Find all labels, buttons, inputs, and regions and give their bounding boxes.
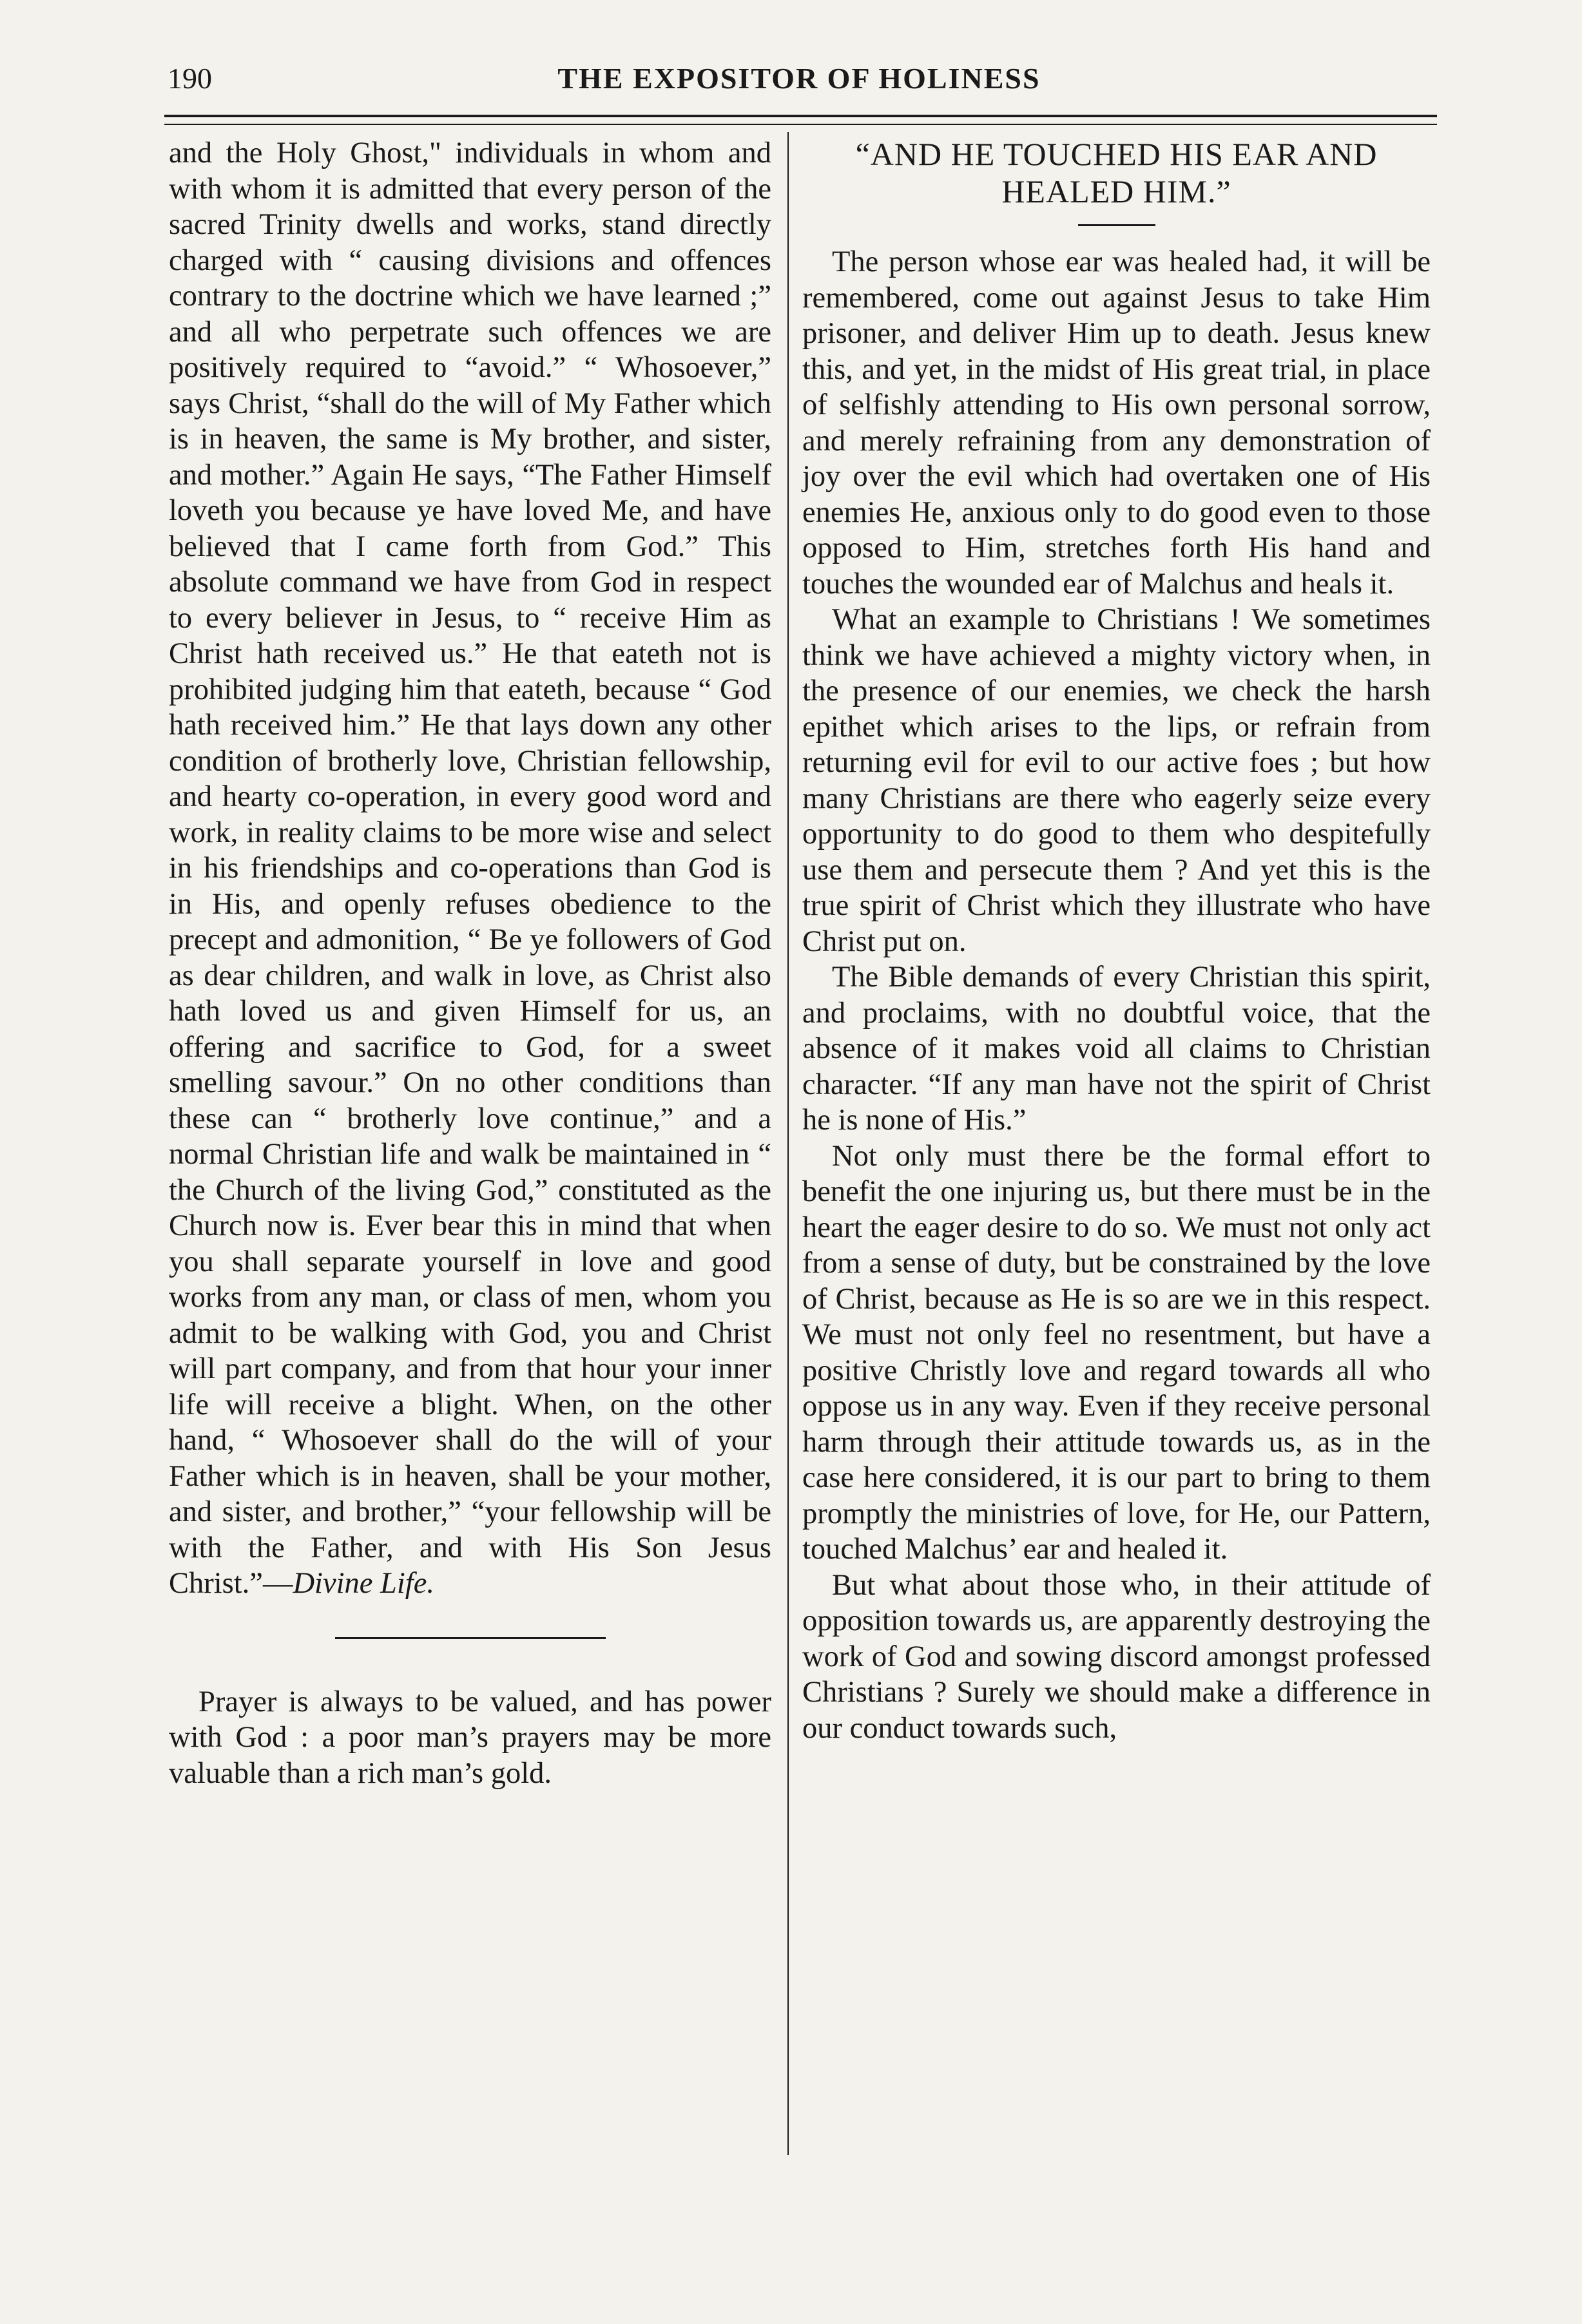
article-paragraph: The person whose ear was healed had, it will be remembered, come out against Jesus to take Him prisoner, and deliver Him up to death. Jesus knew this, and yet, in the midst of His great trial, in place of selfishly attending to His own personal sorrow, and merely refraining from any demonstration of joy over the evil which had overtaken one of His enemies He, anxious only to do good even to those opposed to Him, stretches forth His hand and touches the wounded ear of Malchus and heals it. bbox=[802, 245, 1431, 600]
continuation-text: and the Holy Ghost," individuals in whom and with whom it is admitted that every person of the sacred Trinity dwells and works, stand directly charged with “ causing divisions and offences contrary to the doctrine which we have learned ;” and all who perpetrate such offences we are positively required to “avoid.” “ Whosoever,” says Christ, “shall do the will of My Father which is in heaven, the same is My brother, and sister, and mother.” Again He says, “The Father Himself loveth you because ye have loved Me, and have believed that I came forth from God.” This absolute command we have from God in respect to every believer in Jesus, to “ receive Him as Christ hath received us.” He that eateth not is prohibited judging him that eateth, because “ God hath received him.” He that lays down any other condition of brotherly love, Christian fellowship, and hearty co-operation, in every good word and work, in reality claims to be more wise and select in his friendships and co-operations than God is in His, and openly refuses obedience to the precept and admonition, “ Be ye followers of God as dear children, and walk in love, as Christ also hath loved us and given Himself for us, an offering and sacrifice to God, for a sweet smelling savour.” On no other conditions than these can “ brotherly love continue,” and a normal Christian life and walk be maintained in “ the Church of the living God,” constituted as the Church now is. Ever bear this in mind that when you shall separate yourself in love and good works from any man, or class of men, whom you admit to be walking with God, you and Christ will part company, and from that hour your inner life will receive a blight. When, on the other hand, “ Whosoever shall do the will of your Father which is in heaven, shall be your mother, and sister, and brother,” “your fellowship will be with the Father, and with His Son Jesus Christ.”— bbox=[169, 137, 771, 1600]
left-column bbox=[169, 135, 771, 1791]
prayer-note: Prayer is always to be valued, and has power with God : a poor man’s prayers may be more valuable than a rich man’s gold. bbox=[169, 1685, 771, 1790]
header-rule-thick bbox=[164, 115, 1437, 117]
title-rule bbox=[1078, 224, 1155, 226]
column-divider bbox=[787, 132, 789, 2155]
article-continuation bbox=[169, 135, 771, 1602]
header-rule-thin bbox=[164, 124, 1437, 125]
right-column bbox=[802, 135, 1431, 1746]
article-paragraph: But what about those who, in their attitude of opposition towards us, are apparently destroying the work of God and sowing discord amongst professed Christians ? Surely we should make a difference in our conduct towards such, bbox=[802, 1568, 1431, 1745]
article-paragraph: The Bible demands of every Christian this spirit, and proclaims, with no doubtful voice, that the absence of it makes void all claims to Christian character. “If any man have not the spirit of Christ he is none of His.” bbox=[802, 961, 1431, 1137]
page-number: 190 bbox=[168, 62, 212, 95]
section-separator bbox=[335, 1637, 606, 1639]
page-header bbox=[168, 61, 1431, 106]
article-paragraph: What an example to Christians ! We sometimes think we have achieved a mighty victory when, in the presence of our enemies, we check the harsh epithet which arises to the lips, or refrain from returning evil for evil to our active foes ; but how many Christians are there who eagerly seize every opportunity to do good to them who despitefully use them and persecute them ? And yet this is the true spirit of Christ which they illustrate who have Christ put on. bbox=[802, 603, 1431, 958]
article-paragraph: Not only must there be the formal effort to benefit the one injuring us, but there must be in the heart the eager desire to do so. We must not only act from a sense of duty, but be constrained by the love of Christ, because as He is so are we in this respect. We must not only feel no resentment, but have a positive Christly love and regard towards all who oppose us in any way. Even if they receive personal harm through their attitude towards us, as in the case here considered, it is our part to bring to them promptly the ministries of love, for He, our Pattern, touched Malchus’ ear and healed it. bbox=[802, 1139, 1431, 1566]
article-title: “AND HE TOUCHED HIS EAR AND HEALED HIM.” bbox=[855, 136, 1378, 209]
running-title: THE EXPOSITOR OF HOLINESS bbox=[557, 62, 1041, 95]
attribution: Divine Life. bbox=[293, 1567, 434, 1600]
